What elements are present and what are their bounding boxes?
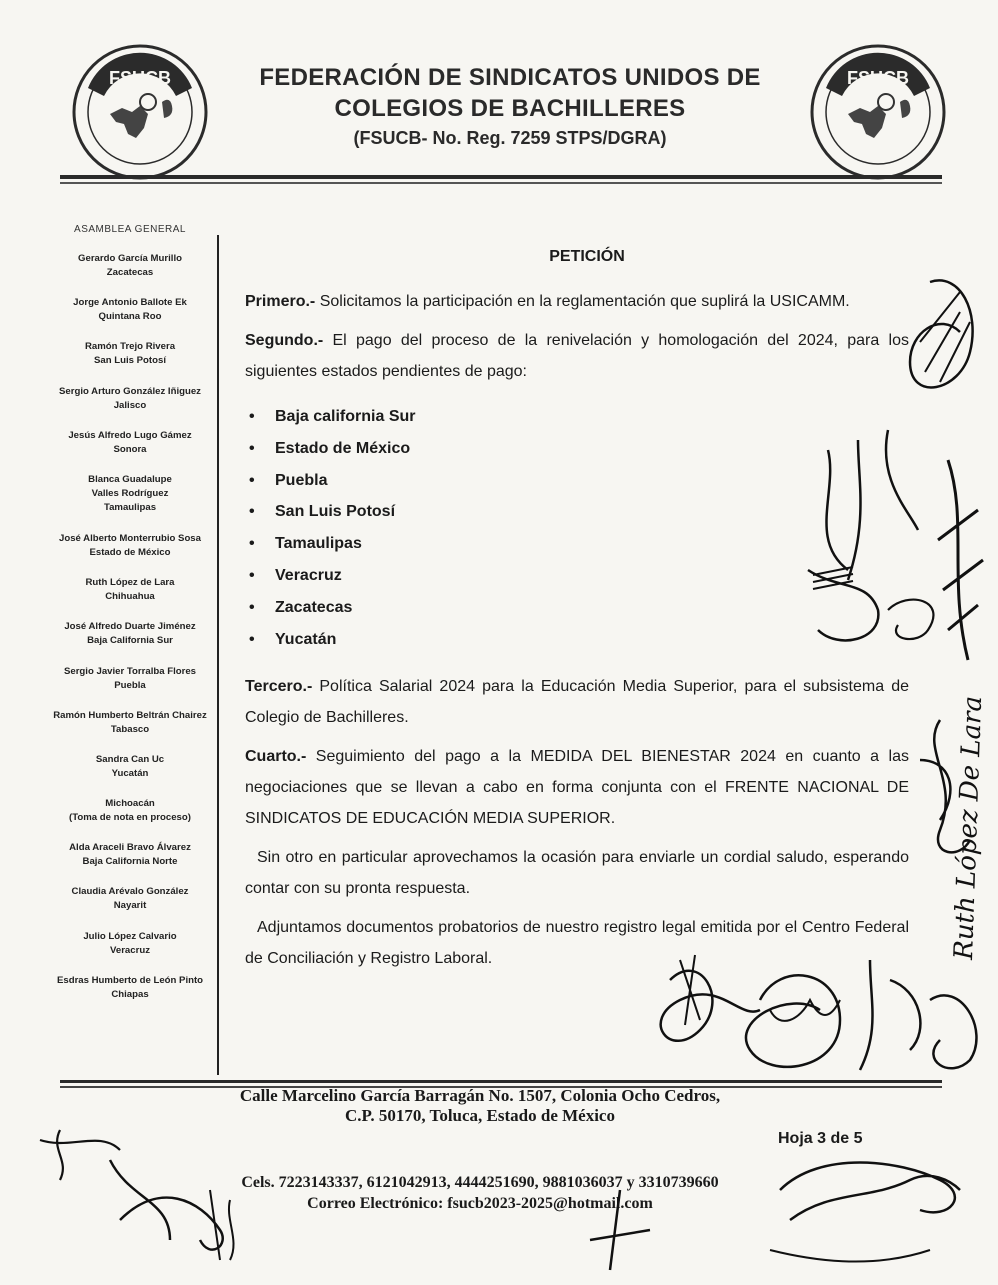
member-name: José Alfredo Duarte Jiménez [64, 621, 196, 633]
member-item [48, 385, 212, 429]
item-text: Seguimiento del pago a la MEDIDA DEL BIENESTAR 2024 en cuanto a las negociaciones que se llevan a cabo en forma conjunta con el FRENTE NACIONAL DE SINDICATOS DE EDUCACIÓN MEDIA SUPERIOR. [245, 748, 909, 828]
member-state: San Luis Potosí [94, 355, 166, 367]
member-state: Estado de México [89, 546, 171, 558]
member-name: Ruth López de Lara [85, 577, 175, 589]
page-number: Hoja 3 de 5 [778, 1130, 863, 1147]
svg-text:FSUCB: FSUCB [847, 68, 909, 88]
state-item: • Yucatán [245, 624, 909, 656]
header-rule-thin [60, 182, 942, 184]
member-name: Jorge Antonio Ballote Ek [73, 297, 187, 309]
svg-text:Ruth López De Lara: Ruth López De Lara [949, 695, 989, 961]
footer-rule [60, 1080, 942, 1083]
signature-bottom-right [760, 1150, 980, 1285]
member-name: Sandra Can Uc [95, 753, 165, 765]
item-label: Segundo.- [245, 332, 324, 349]
state-item: • Baja california Sur [245, 401, 909, 433]
address-line-1: Calle Marcelino García Barragán No. 1507, Colonia Ocho Cedros, [239, 1086, 721, 1105]
member-name-line-2: Valles Rodríguez [91, 487, 169, 499]
state-item: • Puebla [245, 465, 909, 497]
member-item [48, 974, 212, 1018]
member-name: Sergio Javier Torralba Flores [63, 665, 197, 677]
item-label: Cuarto.- [245, 748, 307, 766]
member-state: Jalisco [113, 399, 147, 411]
petition-heading: PETICIÓN [549, 248, 625, 265]
state-item: • Zacatecas [245, 592, 909, 624]
item-cuarto [245, 741, 909, 834]
item-text: Política Salarial 2024 para la Educación Media Superior, para el subsistema de Colegio de Bachilleres. [245, 678, 909, 727]
email-address: Correo Electrónico: fsucb2023-2025@hotmail.com [307, 1195, 653, 1212]
member-state: Tabasco [110, 723, 150, 735]
member-name: Esdras Humberto de León Pinto [56, 974, 204, 986]
item-primero [245, 286, 909, 317]
member-item [48, 296, 212, 340]
member-name: Michoacán [105, 798, 155, 810]
member-item [48, 841, 212, 885]
member-name: Julio López Calvario [83, 930, 177, 942]
signature-ruth-lopez [910, 695, 990, 975]
member-item [48, 576, 212, 620]
sidebar-divider [217, 235, 219, 1075]
signature-middle-right [798, 420, 988, 685]
member-state: Baja California Sur [87, 635, 173, 647]
member-item [48, 473, 212, 532]
registration-subtitle: (FSUCB- No. Reg. 7259 STPS/DGRA) [353, 128, 667, 148]
member-state: Nayarit [113, 900, 147, 912]
signature-bottom-center [580, 1180, 660, 1285]
member-state: Chihuahua [105, 591, 155, 603]
fsucb-seal-left [70, 42, 210, 182]
sidebar-title: ASAMBLEA GENERAL [74, 224, 186, 235]
state-item: • Veracruz [245, 560, 909, 592]
closing-attachments: Adjuntamos documentos probatorios de nuestro registro legal emitida por el Centro Federal de Conciliación y Registro Laboral. [245, 919, 909, 968]
title-line-2: COLEGIOS DE BACHILLERES [334, 95, 686, 122]
header-rule [60, 175, 942, 179]
member-state: Zacatecas [106, 267, 154, 278]
item-text: El pago del proceso de la renivelación y homologación del 2024, para los siguientes estados pendientes de pago: [245, 332, 909, 380]
member-state: Quintana Roo [98, 311, 162, 323]
member-item [48, 252, 212, 296]
member-name: José Alberto Monterrubio Sosa [59, 532, 201, 544]
member-item [48, 620, 212, 664]
item-label: Tercero.- [245, 678, 313, 696]
member-state: Puebla [114, 679, 146, 691]
member-name: Alda Araceli Bravo Álvarez [69, 842, 191, 854]
member-state: Veracruz [109, 944, 150, 956]
member-name: Ramón Humberto Beltrán Chairez [53, 709, 207, 721]
member-item [48, 429, 212, 473]
member-item [48, 930, 212, 974]
member-item [48, 709, 212, 753]
member-name: Sergio Arturo González Iñiguez [59, 385, 201, 397]
signature-top-right [900, 272, 980, 407]
member-state: Baja California Norte [82, 856, 178, 868]
fsucb-seal-right [808, 42, 948, 182]
state-item: • Estado de México [245, 433, 909, 465]
address-line-2: C.P. 50170, Toluca, Estado de México [345, 1106, 615, 1125]
svg-text:FSUCB: FSUCB [109, 68, 171, 88]
member-item [48, 753, 212, 797]
member-item [48, 532, 212, 576]
phone-numbers: Cels. 7223143337, 6121042913, 4444251690, 9881036037 y 3310739660 [241, 1174, 719, 1191]
member-item [48, 885, 212, 929]
organization-title [220, 62, 800, 124]
state-item: • San Luis Potosí [245, 496, 909, 528]
member-name: Ramón Trejo Rivera [84, 341, 176, 353]
member-state: Tamaulipas [103, 501, 157, 513]
member-state: (Toma de nota en proceso) [69, 812, 191, 824]
member-state: Sonora [113, 443, 147, 455]
member-item [48, 797, 212, 841]
signature-bottom-cluster [650, 940, 990, 1085]
member-item [48, 665, 212, 709]
member-name: Gerardo García Murillo [78, 253, 182, 264]
item-segundo [245, 325, 909, 387]
member-state: Yucatán [111, 767, 149, 779]
signature-bottom-left [20, 1120, 250, 1275]
member-name: Jesús Alfredo Lugo Gámez [68, 429, 192, 441]
item-label: Primero.- [245, 293, 316, 310]
member-name: Claudia Arévalo González [71, 886, 189, 898]
state-item: • Tamaulipas [245, 528, 909, 560]
assembly-member-list [48, 252, 212, 1018]
closing-greeting: Sin otro en particular aprovechamos la ocasión para enviarle un cordial saludo, esperando contar con su pronta respuesta. [245, 849, 909, 898]
member-state: Chiapas [111, 988, 149, 1000]
title-line-1: FEDERACIÓN DE SINDICATOS UNIDOS DE [259, 64, 761, 91]
item-text: Solicitamos la participación en la reglamentación que suplirá la USICAMM. [315, 293, 850, 310]
member-item [48, 340, 212, 384]
member-name: Blanca Guadalupe [88, 473, 172, 485]
